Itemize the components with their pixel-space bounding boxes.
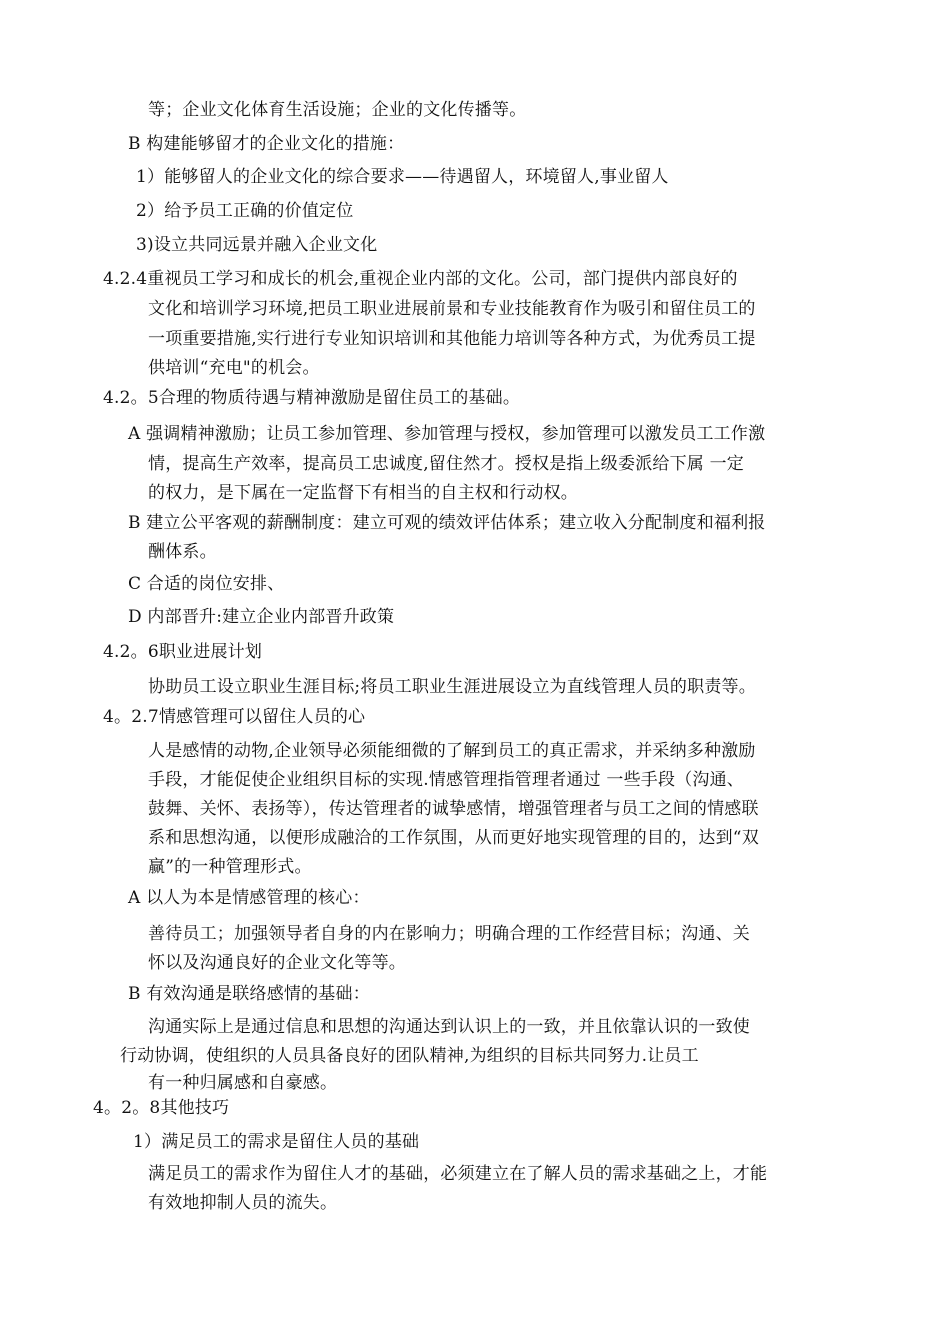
- text-line: C 合适的岗位安排、: [128, 574, 285, 594]
- text-line: 系和思想沟通，以便形成融洽的工作氛围，从而更好地实现管理的目的，达到“双: [148, 828, 759, 848]
- text-line: B 建立公平客观的薪酬制度：建立可观的绩效评估体系；建立收入分配制度和福利报: [128, 513, 766, 533]
- text-line: 1）能够留人的企业文化的综合要求——待遇留人，环境留人,事业留人: [136, 167, 669, 187]
- section-heading: 4。2.7情感管理可以留住人员的心: [103, 707, 366, 727]
- text-line: 沟通实际上是通过信息和思想的沟通达到认识上的一致，并且依靠认识的一致使: [148, 1017, 750, 1037]
- text-line: 协助员工设立职业生涯目标;将员工职业生涯进展设立为直线管理人员的职责等。: [148, 677, 756, 697]
- text-line: 有效地抑制人员的流失。: [148, 1193, 338, 1213]
- text-line: B 有效沟通是联络感情的基础：: [128, 984, 370, 1004]
- text-line: 酬体系。: [148, 542, 217, 562]
- section-heading: 4.2。5合理的物质待遇与精神激励是留住员工的基础。: [103, 388, 521, 408]
- text-line: 满足员工的需求作为留住人才的基础，必须建立在了解人员的需求基础之上，才能: [148, 1164, 768, 1184]
- section-heading: 4.2.4重视员工学习和成长的机会,重视企业内部的文化。公司，部门提供内部良好的: [103, 269, 738, 289]
- text-line: 赢”的一种管理形式。: [148, 857, 312, 877]
- text-line: 一项重要措施,实行进行专业知识培训和其他能力培训等各种方式，为优秀员工提: [148, 329, 756, 349]
- text-line: D 内部晋升:建立企业内部晋升政策: [128, 607, 395, 627]
- text-line: 的权力，是下属在一定监督下有相当的自主权和行动权。: [148, 483, 578, 503]
- text-line: 人是感情的动物,企业领导必须能细微的了解到员工的真正需求，并采纳多种激励: [148, 741, 756, 761]
- text-line: 行动协调，使组织的人员具备良好的团队精神,为组织的目标共同努力.让员工: [120, 1046, 699, 1066]
- text-line: 情，提高生产效率，提高员工忠诚度,留住然才。授权是指上级委派给下属 一定: [148, 454, 745, 474]
- text-line: 供培训“充电"的机会。: [148, 358, 320, 378]
- text-line: 2）给予员工正确的价值定位: [136, 201, 354, 221]
- section-heading: 4。2。8其他技巧: [93, 1098, 230, 1118]
- text-line: 文化和培训学习环境,把员工职业进展前景和专业技能教育作为吸引和留住员工的: [148, 299, 756, 319]
- text-line: 等；企业文化体育生活设施；企业的文化传播等。: [148, 100, 527, 120]
- section-heading: 4.2。6职业进展计划: [103, 642, 263, 662]
- text-line: 1）满足员工的需求是留住人员的基础: [133, 1132, 420, 1152]
- text-line: 手段，才能促使企业组织目标的实现.情感管理指管理者通过 一些手段（沟通、: [148, 770, 745, 790]
- text-line: 怀以及沟通良好的企业文化等等。: [148, 953, 406, 973]
- text-line: A 以人为本是情感管理的核心：: [128, 888, 370, 908]
- text-line: 有一种归属感和自豪感。: [148, 1073, 338, 1093]
- text-line: B 构建能够留才的企业文化的措施：: [128, 134, 405, 154]
- text-line: 善待员工；加强领导者自身的内在影响力；明确合理的工作经营目标；沟通、关: [148, 924, 750, 944]
- text-line: A 强调精神激励；让员工参加管理、参加管理与授权，参加管理可以激发员工工作激: [128, 424, 766, 444]
- text-line: 3)设立共同远景并融入企业文化: [136, 235, 378, 255]
- text-line: 鼓舞、关怀、表扬等），传达管理者的诚挚感情，增强管理者与员工之间的情感联: [148, 799, 759, 819]
